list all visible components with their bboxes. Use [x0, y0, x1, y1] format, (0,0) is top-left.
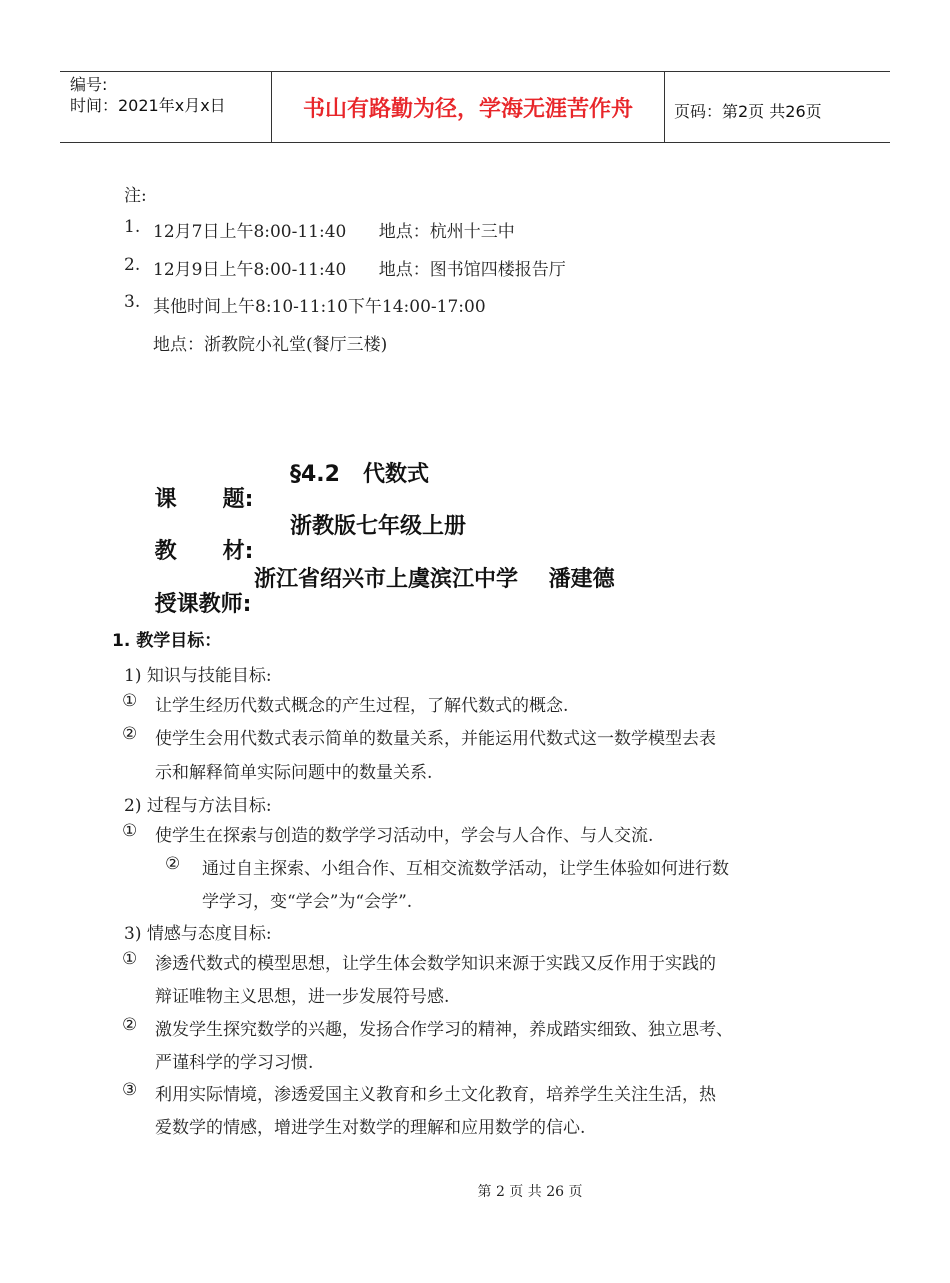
header-bottom-rule: [60, 142, 890, 143]
item-line-continued: 学学习，变“学会”为“会学”.: [202, 892, 413, 912]
header-motto: 书山有路勤为径，学海无涯苦作舟: [302, 97, 633, 122]
item-mark: ①: [122, 821, 138, 841]
note-number-1: 1.: [124, 217, 141, 237]
course-teacher-value: 浙江省绍兴市上虞滨江中学 潘建德: [254, 567, 615, 592]
header-top-rule: [60, 71, 890, 72]
note-text-2: 12月9日上午8:00-11:40 地点：图书馆四楼报告厅: [153, 260, 566, 280]
course-topic-label: 课 题:: [154, 487, 254, 512]
item-line-continued: 示和解释简单实际问题中的数量关系.: [155, 763, 433, 783]
item-line: 让学生经历代数式概念的产生过程，了解代数式的概念.: [155, 696, 569, 716]
item-line: 使学生会用代数式表示简单的数量关系，并能运用代数式这一数学模型去表: [155, 729, 716, 749]
note-number-2: 2.: [124, 255, 141, 275]
section-title: 1. 教学目标：: [112, 631, 222, 651]
note-text-1: 12月7日上午8:00-11:40 地点：杭州十三中: [153, 222, 515, 242]
course-topic-value: §4.2 代数式: [290, 462, 429, 487]
course-teacher-row: [124, 562, 615, 668]
header-number-label: 编号:: [70, 75, 108, 94]
item-line: 激发学生探究数学的兴趣，发扬合作学习的精神，养成踏实细致、独立思考、: [155, 1020, 733, 1040]
item-mark: ②: [165, 854, 181, 874]
item-mark: ①: [122, 691, 138, 711]
subsection-process: 2) 过程与方法目标:: [124, 796, 272, 816]
notes-title: 注:: [124, 186, 147, 206]
item-mark: ①: [122, 949, 138, 969]
header-divider-right: [664, 72, 665, 142]
item-mark: ②: [122, 724, 138, 744]
item-line: 渗透代数式的模型思想，让学生体会数学知识来源于实践又反作用于实践的: [155, 954, 716, 974]
item-line: 通过自主探索、小组合作、互相交流数学活动，让学生体验如何进行数: [202, 859, 729, 879]
item-mark: ②: [122, 1015, 138, 1035]
note-extra-location: 地点：浙教院小礼堂(餐厅三楼): [153, 335, 388, 355]
item-line-continued: 严谨科学的学习习惯.: [155, 1053, 314, 1073]
item-line: 利用实际情境，渗透爱国主义教育和乡土文化教育，培养学生关注生活，热: [155, 1085, 716, 1105]
header-page-info: 页码：第2页 共26页: [674, 102, 822, 121]
course-material-label: 教 材:: [154, 539, 254, 564]
item-line-continued: 爱数学的情感，增进学生对数学的理解和应用数学的信心.: [155, 1118, 586, 1138]
note-number-3: 3.: [124, 292, 141, 312]
subsection-knowledge: 1) 知识与技能目标:: [124, 666, 272, 686]
page-footer: 第 2 页 共 26 页: [477, 1184, 583, 1200]
course-material-value: 浙教版七年级上册: [290, 514, 467, 539]
header-time-label: 时间：2021年x月x日: [70, 96, 226, 115]
course-teacher-label: 授课教师:: [154, 592, 252, 617]
note-text-3: 其他时间上午8:10-11:10下午14:00-17:00: [153, 297, 486, 317]
item-line-continued: 辩证唯物主义思想，进一步发展符号感.: [155, 987, 450, 1007]
item-mark: ③: [122, 1080, 138, 1100]
subsection-attitude: 3) 情感与态度目标:: [124, 924, 272, 944]
item-line: 使学生在探索与创造的数学学习活动中，学会与人合作、与人交流.: [155, 826, 654, 846]
header-left-block: [70, 74, 226, 116]
